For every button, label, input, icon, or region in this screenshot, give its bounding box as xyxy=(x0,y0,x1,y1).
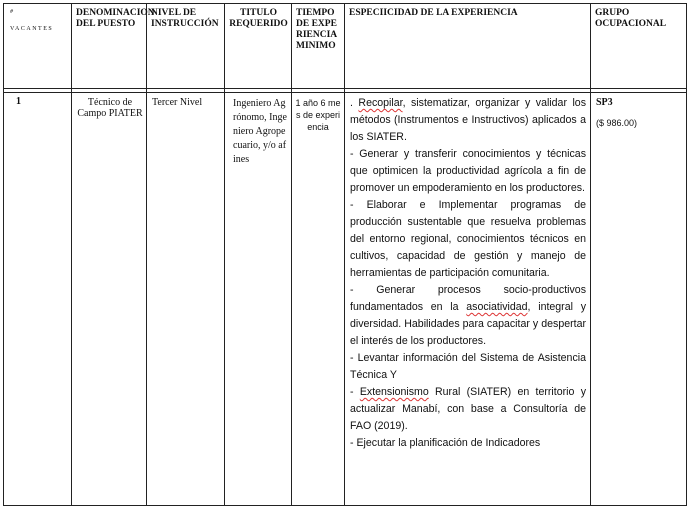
experience-text xyxy=(345,93,590,505)
table-row xyxy=(4,93,687,506)
cell-denominacion: Técnico de Campo PIATER xyxy=(72,93,147,506)
spellcheck-word: asociatividad xyxy=(466,301,528,313)
header-row xyxy=(4,4,687,89)
exp-paragraph-5: - Levantar información del Sistema de Asistencia Técnica Y xyxy=(350,352,586,381)
exp-paragraph-2: - Generar y transferir conocimientos y técnicas que optimicen la productividad agrícola a fin de promover un empoderamiento en los productores. xyxy=(350,148,586,194)
header-denominacion: DENOMINACION DEL PUESTO xyxy=(72,4,147,89)
vacancies-table xyxy=(3,3,687,506)
spellcheck-word: Extensionismo xyxy=(359,386,429,398)
header-tiempo: TIEMPO DE EXPERIENCIA MINIMO xyxy=(292,4,345,89)
header-vacantes xyxy=(4,4,72,89)
cell-tiempo: 1 año 6 mes de experiencia xyxy=(292,93,345,506)
cell-grupo xyxy=(591,93,687,506)
exp-paragraph-6: - Extensionismo Rural (SIATER) en territorio y actualizar Manabí, con base a Consultoría de FAO (2019). xyxy=(350,386,586,432)
grupo-salary: ($ 986.00) xyxy=(596,118,638,128)
header-titulo: TITULO REQUERIDO xyxy=(225,4,292,89)
cell-titulo: Ingeniero Agrónomo, Ingeniero Agropecuario, y/o afines xyxy=(225,93,292,506)
header-num-symbol: # xyxy=(10,9,13,15)
header-vacantes-label: VACANTES xyxy=(10,26,54,32)
header-especificidad: ESPECIICIDAD DE LA EXPERIENCIA xyxy=(345,4,591,89)
exp-paragraph-3: - Elaborar e Implementar programas de producción sustentable que resuelva problemas del entorno regional, conocimientos técnicos en cultivos, capacidad de gestión y manejo de herramientas de participación comunitaria. xyxy=(350,199,586,279)
cell-vacantes: 1 xyxy=(4,93,72,506)
grupo-code: SP3 xyxy=(596,97,613,108)
cell-nivel: Tercer Nivel xyxy=(147,93,225,506)
header-grupo: GRUPO OCUPACIONAL xyxy=(591,4,687,89)
exp-paragraph-1: . Recopilar, sistematizar, organizar y validar los métodos (Instrumentos e Instructivos) aplicados a los SIATER. xyxy=(350,97,586,143)
exp-paragraph-7: - Ejecutar la planificación de Indicadores xyxy=(350,437,541,449)
header-nivel: NIVEL DE INSTRUCCIÓN xyxy=(147,4,225,89)
cell-especificidad xyxy=(345,93,591,506)
exp-paragraph-4: - Generar procesos socio-productivos fundamentados en la asociatividad, integral y diversidad. Habilidades para capacitar y despertar el interés de los productores. xyxy=(350,284,586,347)
spellcheck-word: Recopilar xyxy=(358,97,403,109)
